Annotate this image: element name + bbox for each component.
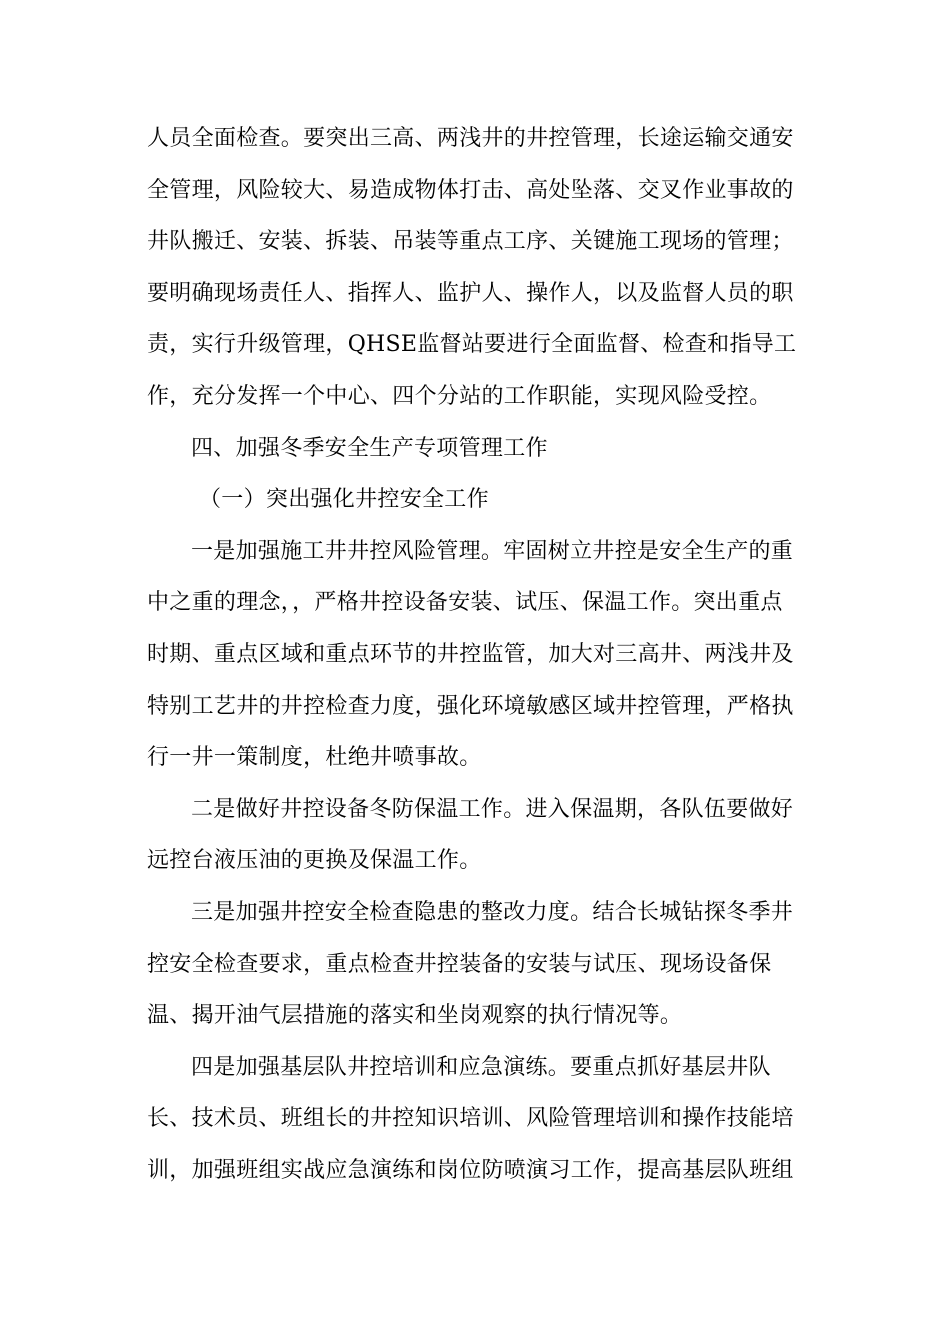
text-line: 远控台液压油的更换及保温工作。 bbox=[147, 848, 482, 874]
text-line: 特别工艺井的井控检查力度，强化环境敏感区域井控管理，严格执 bbox=[147, 693, 794, 719]
text-line: 温、揭开油气层措施的落实和坐岗观察的执行情况等。 bbox=[147, 1003, 683, 1029]
text-line: 人员全面检查。要突出三高、两浅井的井控管理，长途运输交通安 bbox=[147, 126, 794, 151]
paragraph-start-line: 四是加强基层队井控培训和应急演练。要重点抓好基层井队 bbox=[191, 1054, 771, 1080]
paragraph-start-line: 三是加强井控安全检查隐患的整改力度。结合长城钻探冬季井 bbox=[191, 899, 794, 925]
text-line: 长、技术员、班组长的井控知识培训、风险管理培训和操作技能培 bbox=[147, 1106, 794, 1132]
text-line: 井队搬迁、安装、拆装、吊装等重点工序、关键施工现场的管理； bbox=[147, 229, 794, 255]
subsection-heading: （一）突出强化井控安全工作 bbox=[199, 487, 489, 513]
paragraph-start-line: 一是加强施工井井控风险管理。牢固树立井控是安全生产的重 bbox=[191, 538, 794, 564]
text-line: 训，加强班组实战应急演练和岗位防喷演习工作，提高基层队班组 bbox=[147, 1157, 794, 1183]
section-heading: 四、加强冬季安全生产专项管理工作 bbox=[191, 435, 548, 461]
document-body bbox=[147, 113, 799, 1196]
text-line: 控安全检查要求，重点检查井控装备的安装与试压、现场设备保 bbox=[147, 951, 772, 977]
text-line: 时期、重点区域和重点环节的井控监管，加大对三高井、两浅井及 bbox=[147, 641, 794, 667]
text-line: 中之重的理念，，严格井控设备安装、试压、保温工作。突出重点 bbox=[147, 590, 783, 616]
text-line: 行一井一策制度，杜绝井喷事故。 bbox=[147, 745, 482, 771]
text-line: 责，实行升级管理，QHSE监督站要进行全面监督、检查和指导工 bbox=[147, 332, 797, 358]
text-line: 全管理，风险较大、易造成物体打击、高处坠落、交叉作业事故的 bbox=[147, 177, 794, 203]
paragraph-start-line: 二是做好井控设备冬防保温工作。进入保温期，各队伍要做好 bbox=[191, 796, 794, 822]
text-line: 作，充分发挥一个中心、四个分站的工作职能，实现风险受控。 bbox=[147, 383, 772, 409]
text-line: 要明确现场责任人、指挥人、监护人、操作人，以及监督人员的职 bbox=[147, 280, 794, 306]
